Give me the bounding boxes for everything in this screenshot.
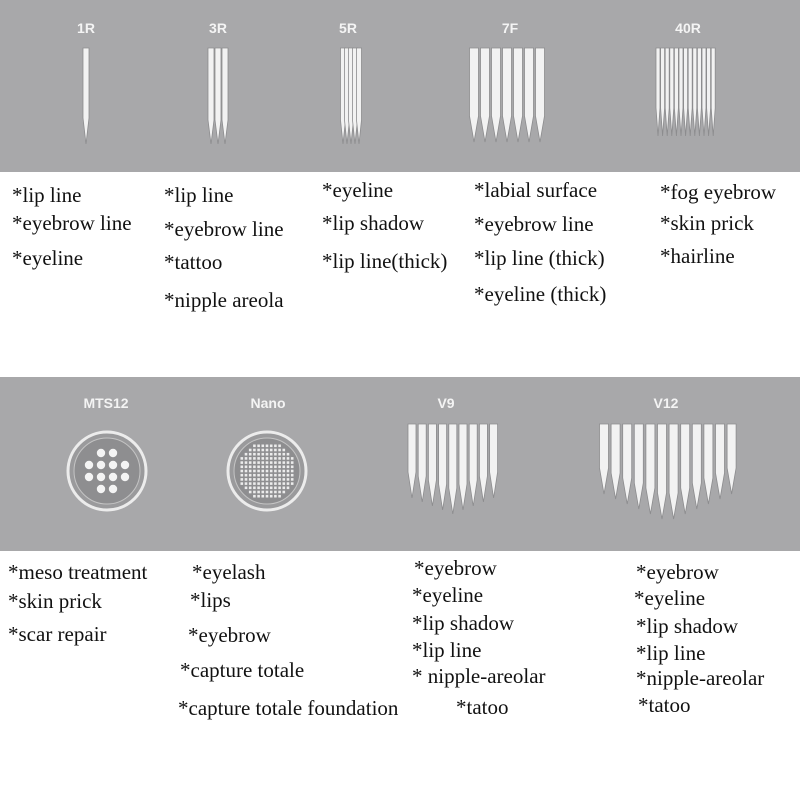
pin-dot — [291, 474, 294, 477]
pin-dot — [266, 457, 269, 460]
pin-dot — [262, 470, 265, 473]
pin-dot — [257, 470, 260, 473]
pin-dot — [85, 461, 93, 469]
pin-dot — [249, 461, 252, 464]
needle-pin — [418, 424, 426, 502]
use-item: *hairline — [660, 244, 735, 268]
pin-dot — [257, 461, 260, 464]
pin-dot — [249, 474, 252, 477]
pin-dot — [262, 466, 265, 469]
pin-dot — [253, 482, 256, 485]
pin-dot — [274, 461, 277, 464]
pin-dot — [266, 453, 269, 456]
pin-dot — [278, 470, 281, 473]
needle-pin — [503, 48, 512, 142]
needle-v12-icon — [598, 424, 738, 524]
pin-dot — [249, 491, 252, 494]
pin-dot — [266, 474, 269, 477]
pin-dot — [253, 449, 256, 452]
pin-dot — [245, 474, 248, 477]
pin-dot — [278, 457, 281, 460]
needle-pin — [669, 424, 678, 519]
pin-dot — [253, 478, 256, 481]
pin-dot — [249, 487, 252, 490]
pin-dot — [283, 466, 286, 469]
use-item: *lip line — [164, 183, 234, 207]
needle-pin — [428, 424, 436, 506]
pin-dot — [278, 449, 281, 452]
pin-dot — [262, 453, 265, 456]
pin-dot — [291, 457, 294, 460]
pin-dot — [249, 478, 252, 481]
use-item: *eyebrow — [414, 556, 497, 580]
pin-dot — [266, 470, 269, 473]
pin-dot — [262, 487, 265, 490]
needle-pin — [665, 48, 669, 136]
pin-dot — [270, 491, 273, 494]
pin-dot — [283, 474, 286, 477]
pin-dot — [245, 470, 248, 473]
needle-pin — [707, 48, 711, 136]
needle-pin — [357, 48, 362, 144]
pin-dot — [121, 461, 129, 469]
pin-dot — [274, 474, 277, 477]
needle-pin — [681, 424, 690, 514]
needle-pin — [711, 48, 715, 136]
needle-pin — [490, 424, 498, 498]
pin-dot — [287, 487, 290, 490]
use-item: *lip shadow — [412, 611, 515, 635]
pin-dot — [270, 474, 273, 477]
needle-pin — [514, 48, 523, 142]
pin-dot — [287, 482, 290, 485]
pin-dot — [270, 478, 273, 481]
pin-dot — [283, 457, 286, 460]
pin-dot — [262, 491, 265, 494]
use-item: *tatoo — [456, 695, 509, 719]
pin-dot — [262, 449, 265, 452]
pin-dot — [257, 478, 260, 481]
needle-pin — [215, 48, 221, 144]
pin-dot — [245, 466, 248, 469]
needle-pin — [679, 48, 683, 136]
pin-dot — [266, 449, 269, 452]
pin-dot — [283, 482, 286, 485]
use-item: *eyelash — [192, 560, 266, 584]
use-item: * nipple-areolar — [412, 664, 546, 688]
needle-v9-icon — [406, 424, 500, 520]
pin-dot — [257, 474, 260, 477]
pin-dot — [245, 482, 248, 485]
pin-dot — [262, 482, 265, 485]
use-item: *nipple-areolar — [636, 666, 765, 690]
pin-dot — [287, 474, 290, 477]
pin-dot — [283, 453, 286, 456]
use-item: *eyebrow line — [12, 211, 132, 235]
needle-7f-icon — [468, 48, 550, 148]
pin-dot — [270, 466, 273, 469]
use-item: *lip line — [636, 641, 706, 665]
use-item: *eyebrow — [188, 623, 271, 647]
pin-dot — [278, 495, 281, 498]
pin-dot — [266, 478, 269, 481]
pin-dot — [283, 487, 286, 490]
pin-dot — [278, 478, 281, 481]
pin-dot — [253, 466, 256, 469]
pin-dot — [241, 457, 244, 460]
pin-dot — [283, 470, 286, 473]
pin-dot — [291, 466, 294, 469]
pin-dot — [278, 474, 281, 477]
use-item: *meso treatment — [8, 560, 148, 584]
pin-dot — [274, 470, 277, 473]
needle-pin — [481, 48, 490, 142]
needle-pin — [611, 424, 620, 499]
pin-dot — [262, 478, 265, 481]
use-item: *eyeline — [412, 583, 484, 607]
use-item: *lips — [190, 588, 231, 612]
needle-pin — [688, 48, 692, 136]
pin-dot — [249, 466, 252, 469]
use-item: *eyeline — [634, 586, 706, 610]
pin-dot — [253, 461, 256, 464]
pin-dot — [287, 466, 290, 469]
pin-dot — [291, 482, 294, 485]
use-item: *eyebrow line — [474, 212, 594, 236]
pin-dot — [245, 461, 248, 464]
pin-dot — [278, 491, 281, 494]
needle-label-nano: Nano — [250, 395, 286, 411]
pin-dot — [274, 478, 277, 481]
pin-dot — [253, 470, 256, 473]
needle-40r-icon — [654, 48, 718, 148]
pin-dot — [257, 491, 260, 494]
pin-dot — [257, 466, 260, 469]
use-item: *tatoo — [638, 693, 691, 717]
pin-dot — [262, 457, 265, 460]
needle-pin — [600, 424, 609, 494]
pin-dot — [253, 491, 256, 494]
needle-nano-icon — [226, 430, 308, 512]
needle-pin — [83, 48, 89, 144]
pin-dot — [253, 487, 256, 490]
needle-pin — [646, 424, 655, 514]
pin-dot — [270, 495, 273, 498]
pin-dot — [241, 474, 244, 477]
needle-mts12-icon — [66, 430, 148, 512]
pin-dot — [266, 461, 269, 464]
needle-label-5r: 5R — [339, 20, 357, 36]
needle-pin — [459, 424, 467, 510]
pin-dot — [253, 495, 256, 498]
needle-pin — [470, 48, 479, 142]
pin-dot — [278, 466, 281, 469]
use-item: *lip line (thick) — [474, 246, 605, 270]
pin-dot — [274, 449, 277, 452]
pin-dot — [278, 445, 281, 448]
needle-pin — [222, 48, 228, 144]
pin-dot — [249, 457, 252, 460]
pin-dot — [257, 449, 260, 452]
needle-pin — [449, 424, 457, 514]
pin-dot — [257, 482, 260, 485]
pin-dot — [241, 470, 244, 473]
pin-dot — [270, 461, 273, 464]
pin-dot — [270, 457, 273, 460]
pin-dot — [274, 482, 277, 485]
needle-pin — [492, 48, 501, 142]
needle-pin — [208, 48, 214, 144]
pin-dot — [266, 482, 269, 485]
pin-dot — [85, 473, 93, 481]
pin-dot — [274, 487, 277, 490]
use-item: *lip line — [412, 638, 482, 662]
pin-dot — [283, 478, 286, 481]
pin-dot — [274, 495, 277, 498]
pin-dot — [291, 478, 294, 481]
pin-dot — [274, 491, 277, 494]
pin-dot — [274, 457, 277, 460]
use-item: *eyeline (thick) — [474, 282, 607, 306]
pin-dot — [287, 453, 290, 456]
use-item: *capture totale — [180, 658, 305, 682]
needle-pin — [634, 424, 643, 509]
pin-dot — [249, 470, 252, 473]
pin-dot — [257, 495, 260, 498]
needle-pin — [697, 48, 701, 136]
pin-dot — [257, 457, 260, 460]
pin-dot — [257, 445, 260, 448]
needle-pin — [693, 48, 697, 136]
pin-dot — [109, 485, 117, 493]
pin-dot — [97, 485, 105, 493]
use-item: *skin prick — [8, 589, 102, 613]
needle-pin — [536, 48, 545, 142]
needle-pin — [469, 424, 477, 506]
pin-dot — [278, 487, 281, 490]
use-item: *lip line(thick) — [322, 249, 448, 273]
pin-dot — [97, 473, 105, 481]
needle-label-7f: 7F — [501, 20, 519, 36]
use-item: *eyeline — [322, 178, 394, 202]
pin-dot — [262, 495, 265, 498]
pin-dot — [121, 473, 129, 481]
pin-dot — [253, 445, 256, 448]
use-item: *fog eyebrow — [660, 180, 777, 204]
pin-dot — [97, 461, 105, 469]
pin-dot — [278, 453, 281, 456]
pin-dot — [266, 445, 269, 448]
pin-dot — [245, 457, 248, 460]
needle-5r-icon — [334, 48, 366, 148]
pin-dot — [241, 461, 244, 464]
use-item: *tattoo — [164, 250, 223, 274]
pin-dot — [253, 474, 256, 477]
use-item: *lip shadow — [636, 614, 739, 638]
pin-dot — [278, 482, 281, 485]
use-item: *nipple areola — [164, 288, 284, 312]
needle-pin — [684, 48, 688, 136]
pin-dot — [257, 453, 260, 456]
needle-pin — [439, 424, 447, 510]
use-item: *eyebrow line — [164, 217, 284, 241]
pin-dot — [274, 445, 277, 448]
pin-dot — [262, 474, 265, 477]
pin-dot — [241, 482, 244, 485]
pin-dot — [278, 461, 281, 464]
pin-dot — [291, 461, 294, 464]
use-item: *lip line — [12, 183, 82, 207]
use-item: *eyebrow — [636, 560, 719, 584]
pin-dot — [97, 449, 105, 457]
pin-dot — [253, 457, 256, 460]
needle-label-40r: 40R — [675, 20, 701, 36]
needle-label-3r: 3R — [209, 20, 227, 36]
use-item: *scar repair — [8, 622, 107, 646]
needle-pin — [658, 424, 667, 519]
use-item: *eyeline — [12, 246, 84, 270]
needle-label-mts12: MTS12 — [83, 395, 129, 411]
pin-dot — [249, 453, 252, 456]
use-item: *capture totale foundation — [178, 696, 399, 720]
pin-dot — [109, 449, 117, 457]
use-item: *skin prick — [660, 211, 754, 235]
needle-pin — [670, 48, 674, 136]
pin-dot — [245, 487, 248, 490]
pin-dot — [245, 478, 248, 481]
pin-dot — [270, 482, 273, 485]
needle-pin — [716, 424, 725, 499]
pin-dot — [241, 466, 244, 469]
needle-pin — [525, 48, 534, 142]
pin-dot — [270, 445, 273, 448]
pin-dot — [109, 461, 117, 469]
needle-label-v9: V9 — [437, 395, 455, 411]
pin-dot — [283, 491, 286, 494]
needle-pin — [674, 48, 678, 136]
pin-dot — [266, 495, 269, 498]
pin-dot — [270, 487, 273, 490]
needle-pin — [479, 424, 487, 502]
needle-pin — [408, 424, 416, 498]
pin-dot — [241, 478, 244, 481]
pin-dot — [287, 478, 290, 481]
needle-1r-icon — [70, 48, 102, 148]
needle-label-1r: 1R — [77, 20, 95, 36]
needle-pin — [702, 48, 706, 136]
pin-dot — [266, 491, 269, 494]
pin-dot — [262, 445, 265, 448]
needle-pin — [727, 424, 736, 494]
pin-dot — [249, 482, 252, 485]
pin-dot — [249, 449, 252, 452]
pin-dot — [287, 470, 290, 473]
needle-pin — [704, 424, 713, 504]
pin-dot — [109, 473, 117, 481]
use-item: *lip shadow — [322, 211, 425, 235]
pin-dot — [266, 466, 269, 469]
use-item: *labial surface — [474, 178, 598, 202]
pin-dot — [287, 461, 290, 464]
pin-dot — [270, 470, 273, 473]
pin-dot — [253, 453, 256, 456]
pin-dot — [245, 453, 248, 456]
needle-label-v12: V12 — [653, 395, 679, 411]
pin-dot — [270, 453, 273, 456]
pin-dot — [262, 461, 265, 464]
pin-dot — [270, 449, 273, 452]
needle-pin — [661, 48, 665, 136]
pin-dot — [274, 466, 277, 469]
needle-pin — [692, 424, 701, 509]
needle-pin — [623, 424, 632, 504]
pin-dot — [283, 461, 286, 464]
pin-dot — [287, 457, 290, 460]
pin-dot — [283, 449, 286, 452]
pin-dot — [257, 487, 260, 490]
pin-dot — [291, 470, 294, 473]
needle-pin — [656, 48, 660, 136]
pin-dot — [266, 487, 269, 490]
needle-3r-icon — [198, 48, 238, 148]
pin-dot — [274, 453, 277, 456]
